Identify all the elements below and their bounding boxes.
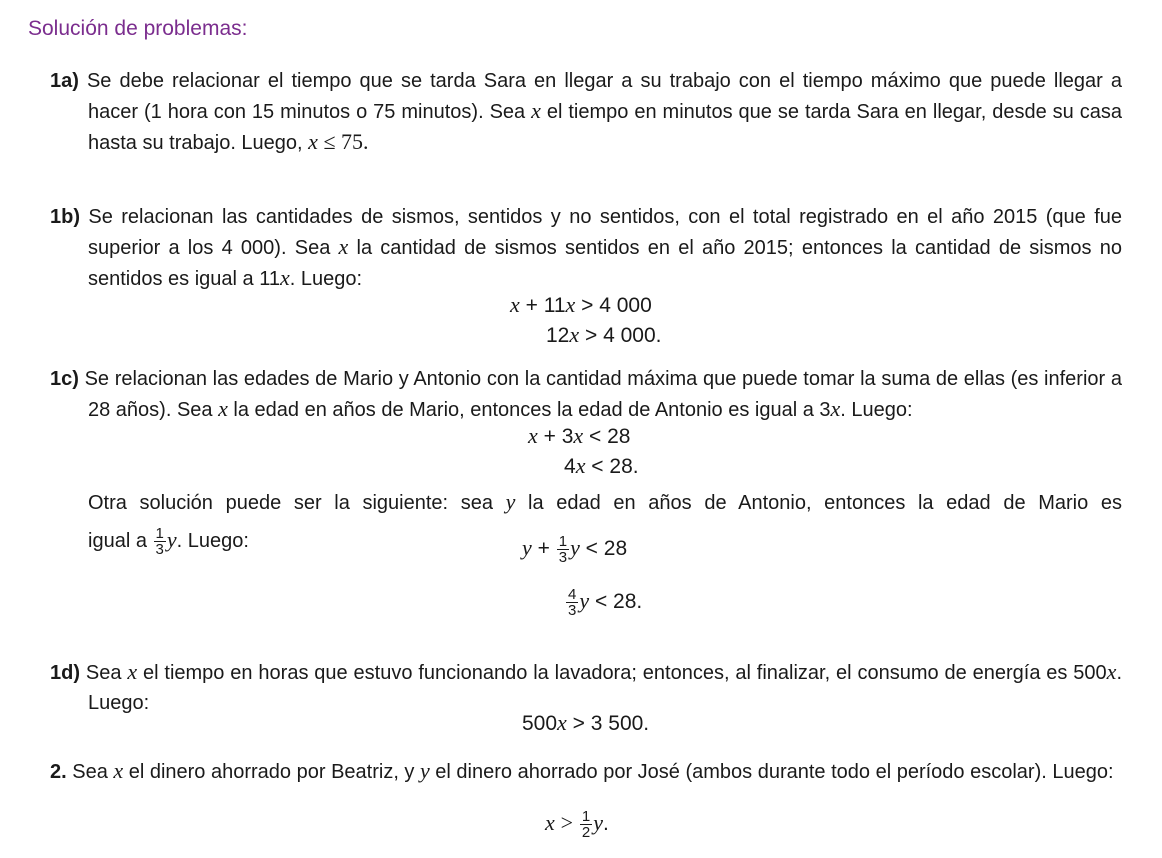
equation-1c-line-3: [522, 530, 627, 567]
problem-2-text-1: Sea: [66, 761, 114, 783]
problem-1b-label: 1b): [50, 206, 80, 228]
equation-1c-line-4: [565, 583, 642, 620]
frac-den: 3: [558, 548, 568, 566]
eq-part: < 28: [585, 537, 628, 560]
alt-text: . Luego:: [176, 530, 249, 552]
problem-1a: [50, 66, 1122, 158]
var-x: x: [565, 292, 576, 317]
var-x: x: [510, 292, 520, 317]
var-x: x: [308, 129, 318, 154]
page-title: Solución de problemas:: [28, 17, 248, 40]
var-y: y: [570, 535, 580, 560]
frac-den: 2: [581, 823, 591, 841]
equation-1b-line-2: [546, 320, 661, 351]
problem-1c-alt-line-2: [88, 522, 249, 559]
fraction-one-third: [154, 526, 166, 557]
fraction-four-thirds: [566, 587, 578, 618]
problem-2-text-3: el dinero ahorrado por José (ambos durante todo el período escolar). Luego:: [429, 761, 1114, 783]
problem-1c-text-1: Se relacionan las edades de Mario y Antonio con la cantidad máxima que puede tomar la suma de ellas (es inferior a 28 años). Sea: [78, 368, 1122, 421]
var-x: x: [528, 423, 538, 448]
equation-1d: [522, 708, 649, 739]
var-x: x: [338, 234, 349, 259]
problem-1b-text-3: . Luego:: [289, 268, 363, 290]
alt-text: igual a: [88, 530, 153, 552]
var-y: y: [579, 588, 590, 613]
var-y: y: [505, 489, 516, 514]
eq-part: + 3: [543, 425, 574, 448]
frac-num: 1: [155, 525, 164, 543]
eq-part: >: [560, 810, 574, 835]
problem-1d-text-1: Sea: [80, 662, 128, 684]
frac-num: 1: [581, 807, 591, 825]
frac-den: 3: [568, 601, 577, 619]
fraction-one-third: [557, 534, 569, 565]
eq-part: > 4 000: [581, 294, 652, 317]
problem-1b-text-1: Se relacionan las cantidades de sismos, sentidos y no sentidos, con el total registrado en el año 2015 (que fue superior a los 4 000). Sea: [80, 206, 1122, 259]
eq-part: < 28: [589, 425, 631, 448]
fraction-one-half: [580, 809, 592, 840]
var-x: x: [531, 98, 541, 123]
problem-1a-text-1: Se debe relacionar el tiempo que se tarda Sara en llegar a su trabajo con el tiempo máximo que puede llegar a hacer (1 hora con 15 minutos o 75 minutos). Sea: [78, 70, 1122, 123]
eq-part: < 28.: [594, 590, 643, 613]
frac-num: 4: [568, 585, 577, 603]
eq-part: +: [537, 537, 550, 560]
problem-1d-text-2: el tiempo en horas que estuvo funcionando la lavadora; entonces, al finalizar, el consumo de energía es 500: [137, 662, 1107, 684]
var-x: x: [545, 810, 555, 835]
eq-part: 500: [522, 712, 558, 735]
eq-part: 12: [546, 324, 570, 347]
frac-den: 3: [155, 541, 164, 559]
problem-1c-alt-line-1: [88, 487, 1122, 518]
equation-1c-line-2: [564, 451, 639, 482]
problem-1d-label: 1d): [50, 662, 80, 684]
var-x: x: [557, 710, 567, 735]
problem-1c: [50, 364, 1122, 425]
problem-1a-label: 1a): [50, 70, 79, 92]
alt-text: Otra solución puede ser la siguiente: sea: [88, 492, 506, 514]
var-x: x: [218, 396, 228, 421]
var-y: y: [593, 810, 603, 835]
problem-1b: [50, 202, 1122, 294]
var-y: y: [522, 535, 532, 560]
eq-part: > 4 000.: [584, 324, 662, 347]
var-x: x: [127, 659, 138, 684]
var-x: x: [830, 396, 841, 421]
var-y: y: [419, 758, 430, 783]
alt-text: la edad en años de Antonio, entonces la edad de Mario es: [515, 492, 1122, 514]
var-x: x: [573, 423, 584, 448]
problem-2: [50, 756, 1122, 787]
frac-num: 1: [558, 532, 568, 550]
equation-2: x > $\frac{1}{2}$ y.: [545, 807, 609, 841]
problem-1d-text-3: . Luego:: [88, 662, 1122, 714]
var-x: x: [575, 453, 586, 478]
problem-1c-text-2: la edad en años de Mario, entonces la edad de Antonio es igual a 3: [227, 399, 831, 421]
problem-1b-text-2: la cantidad de sismos sentidos en el año 2015; entonces la cantidad de sismos no sentidos es igual a 11: [88, 237, 1122, 290]
eq-part: 4: [564, 455, 576, 478]
var-x: x: [279, 265, 290, 290]
equation-1b-line-1: [510, 290, 652, 321]
var-x: x: [1106, 659, 1117, 684]
problem-1c-text-3: . Luego:: [840, 399, 913, 421]
var-y: y: [166, 527, 177, 552]
eq-part: < 28.: [591, 455, 639, 478]
problem-1c-label: 1c): [50, 368, 79, 390]
problem-1a-text-2: el tiempo en minutos que se tarda Sara en llegar, desde su casa hasta su trabajo. Luego,: [88, 101, 1122, 154]
equation-1c-line-1: [528, 421, 630, 452]
problem-2-text-2: el dinero ahorrado por Beatriz, y: [123, 761, 420, 783]
eq-part: > 3 500.: [572, 712, 650, 735]
problem-1a-inequality: ≤ 75.: [323, 129, 369, 154]
var-x: x: [113, 758, 124, 783]
eq-part: + 11: [525, 294, 566, 317]
problem-2-label: 2.: [50, 761, 67, 783]
var-x: x: [569, 322, 580, 347]
